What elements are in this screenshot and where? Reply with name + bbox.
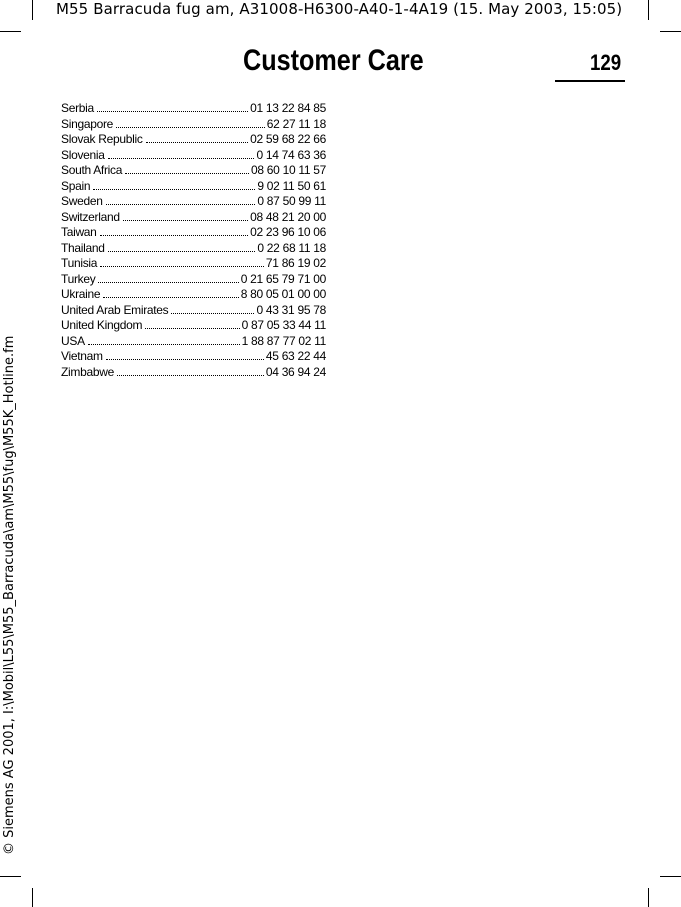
dot-leader xyxy=(108,148,255,159)
crop-mark xyxy=(648,0,649,20)
dot-leader xyxy=(97,101,248,112)
country-name: USA xyxy=(61,333,85,348)
dot-leader xyxy=(125,163,249,174)
phone-number: 0 87 50 99 11 xyxy=(257,194,326,208)
phone-number: 02 59 68 22 66 xyxy=(250,132,326,146)
country-name: Sweden xyxy=(61,194,103,208)
dot-leader xyxy=(93,179,255,190)
list-item xyxy=(61,225,326,241)
country-name: Zimbabwe xyxy=(61,364,114,379)
customer-care-list xyxy=(61,101,326,380)
country-name: Thailand xyxy=(61,240,105,255)
crop-mark xyxy=(0,876,21,877)
crop-mark xyxy=(660,31,681,32)
dot-leader xyxy=(117,365,264,376)
phone-number: 8 80 05 01 00 00 xyxy=(240,287,326,301)
dot-leader xyxy=(146,132,249,143)
page-number: 129 xyxy=(590,50,622,75)
list-item xyxy=(61,179,326,195)
phone-number: 1 88 87 77 02 11 xyxy=(241,333,326,348)
country-name: Ukraine xyxy=(61,287,101,301)
list-item xyxy=(61,334,326,350)
dot-leader xyxy=(88,334,240,345)
phone-number: 01 13 22 84 85 xyxy=(250,101,326,115)
country-name: United Arab Emirates xyxy=(61,302,169,317)
crop-mark xyxy=(660,876,681,877)
list-item xyxy=(61,256,326,272)
crop-mark xyxy=(648,888,649,907)
phone-number: 0 21 65 79 71 00 xyxy=(240,271,326,286)
list-item xyxy=(61,210,326,226)
crop-mark xyxy=(0,31,21,32)
phone-number: 0 22 68 11 18 xyxy=(257,240,326,255)
list-item xyxy=(61,349,326,365)
country-name: Spain xyxy=(61,178,91,193)
country-name: Slovak Republic xyxy=(61,132,143,146)
phone-number: 62 27 11 18 xyxy=(266,116,326,131)
dot-leader xyxy=(108,241,256,252)
phone-number: 04 36 94 24 xyxy=(265,364,326,379)
phone-number: 71 86 19 02 xyxy=(265,256,326,270)
list-item xyxy=(61,148,326,164)
list-item xyxy=(61,272,326,288)
list-item xyxy=(61,163,326,179)
country-name: Vietnam xyxy=(61,349,103,363)
dot-leader xyxy=(123,210,248,221)
list-item xyxy=(61,132,326,148)
dot-leader xyxy=(116,117,265,128)
phone-number: 0 14 74 63 36 xyxy=(256,147,326,162)
running-header: M55 Barracuda fug am, A31008-H6300-A40-1-4A19 (15. May 2003, 15:05) xyxy=(56,0,623,18)
list-item xyxy=(61,241,326,257)
phone-number: 08 60 10 11 57 xyxy=(251,163,326,177)
crop-mark xyxy=(32,888,33,907)
country-name: United Kingdom xyxy=(61,318,143,332)
phone-number: 0 87 05 33 44 11 xyxy=(241,318,326,332)
phone-number: 0 43 31 95 78 xyxy=(256,302,326,317)
country-name: Switzerland xyxy=(61,209,120,224)
list-item xyxy=(61,287,326,303)
country-name: Taiwan xyxy=(61,225,97,239)
country-name: Singapore xyxy=(61,116,114,131)
country-name: Tunisia xyxy=(61,256,98,270)
list-item xyxy=(61,194,326,210)
country-name: Slovenia xyxy=(61,147,105,162)
phone-number: 45 63 22 44 xyxy=(265,349,326,363)
phone-number: 9 02 11 50 61 xyxy=(257,178,326,193)
title-rule xyxy=(555,80,625,82)
list-item xyxy=(61,117,326,133)
dot-leader xyxy=(171,303,254,314)
dot-leader xyxy=(98,272,238,283)
dot-leader xyxy=(100,225,249,236)
list-item xyxy=(61,365,326,381)
crop-mark xyxy=(32,0,33,20)
dot-leader xyxy=(106,194,256,205)
list-item xyxy=(61,303,326,319)
page-title: Customer Care xyxy=(243,44,424,77)
file-path-sidebar: © Siemens AG 2001, I:\Mobil\L55\M55_Barracuda\am\M55\fug\M55K_Hotline.fm xyxy=(2,335,17,855)
list-item xyxy=(61,318,326,334)
dot-leader xyxy=(106,349,264,360)
dot-leader xyxy=(145,318,239,329)
country-name: Turkey xyxy=(61,271,96,286)
dot-leader xyxy=(100,256,264,267)
country-name: South Africa xyxy=(61,163,123,177)
dot-leader xyxy=(103,287,238,298)
country-name: Serbia xyxy=(61,101,94,115)
list-item xyxy=(61,101,326,117)
phone-number: 08 48 21 20 00 xyxy=(250,209,326,224)
phone-number: 02 23 96 10 06 xyxy=(250,225,326,239)
